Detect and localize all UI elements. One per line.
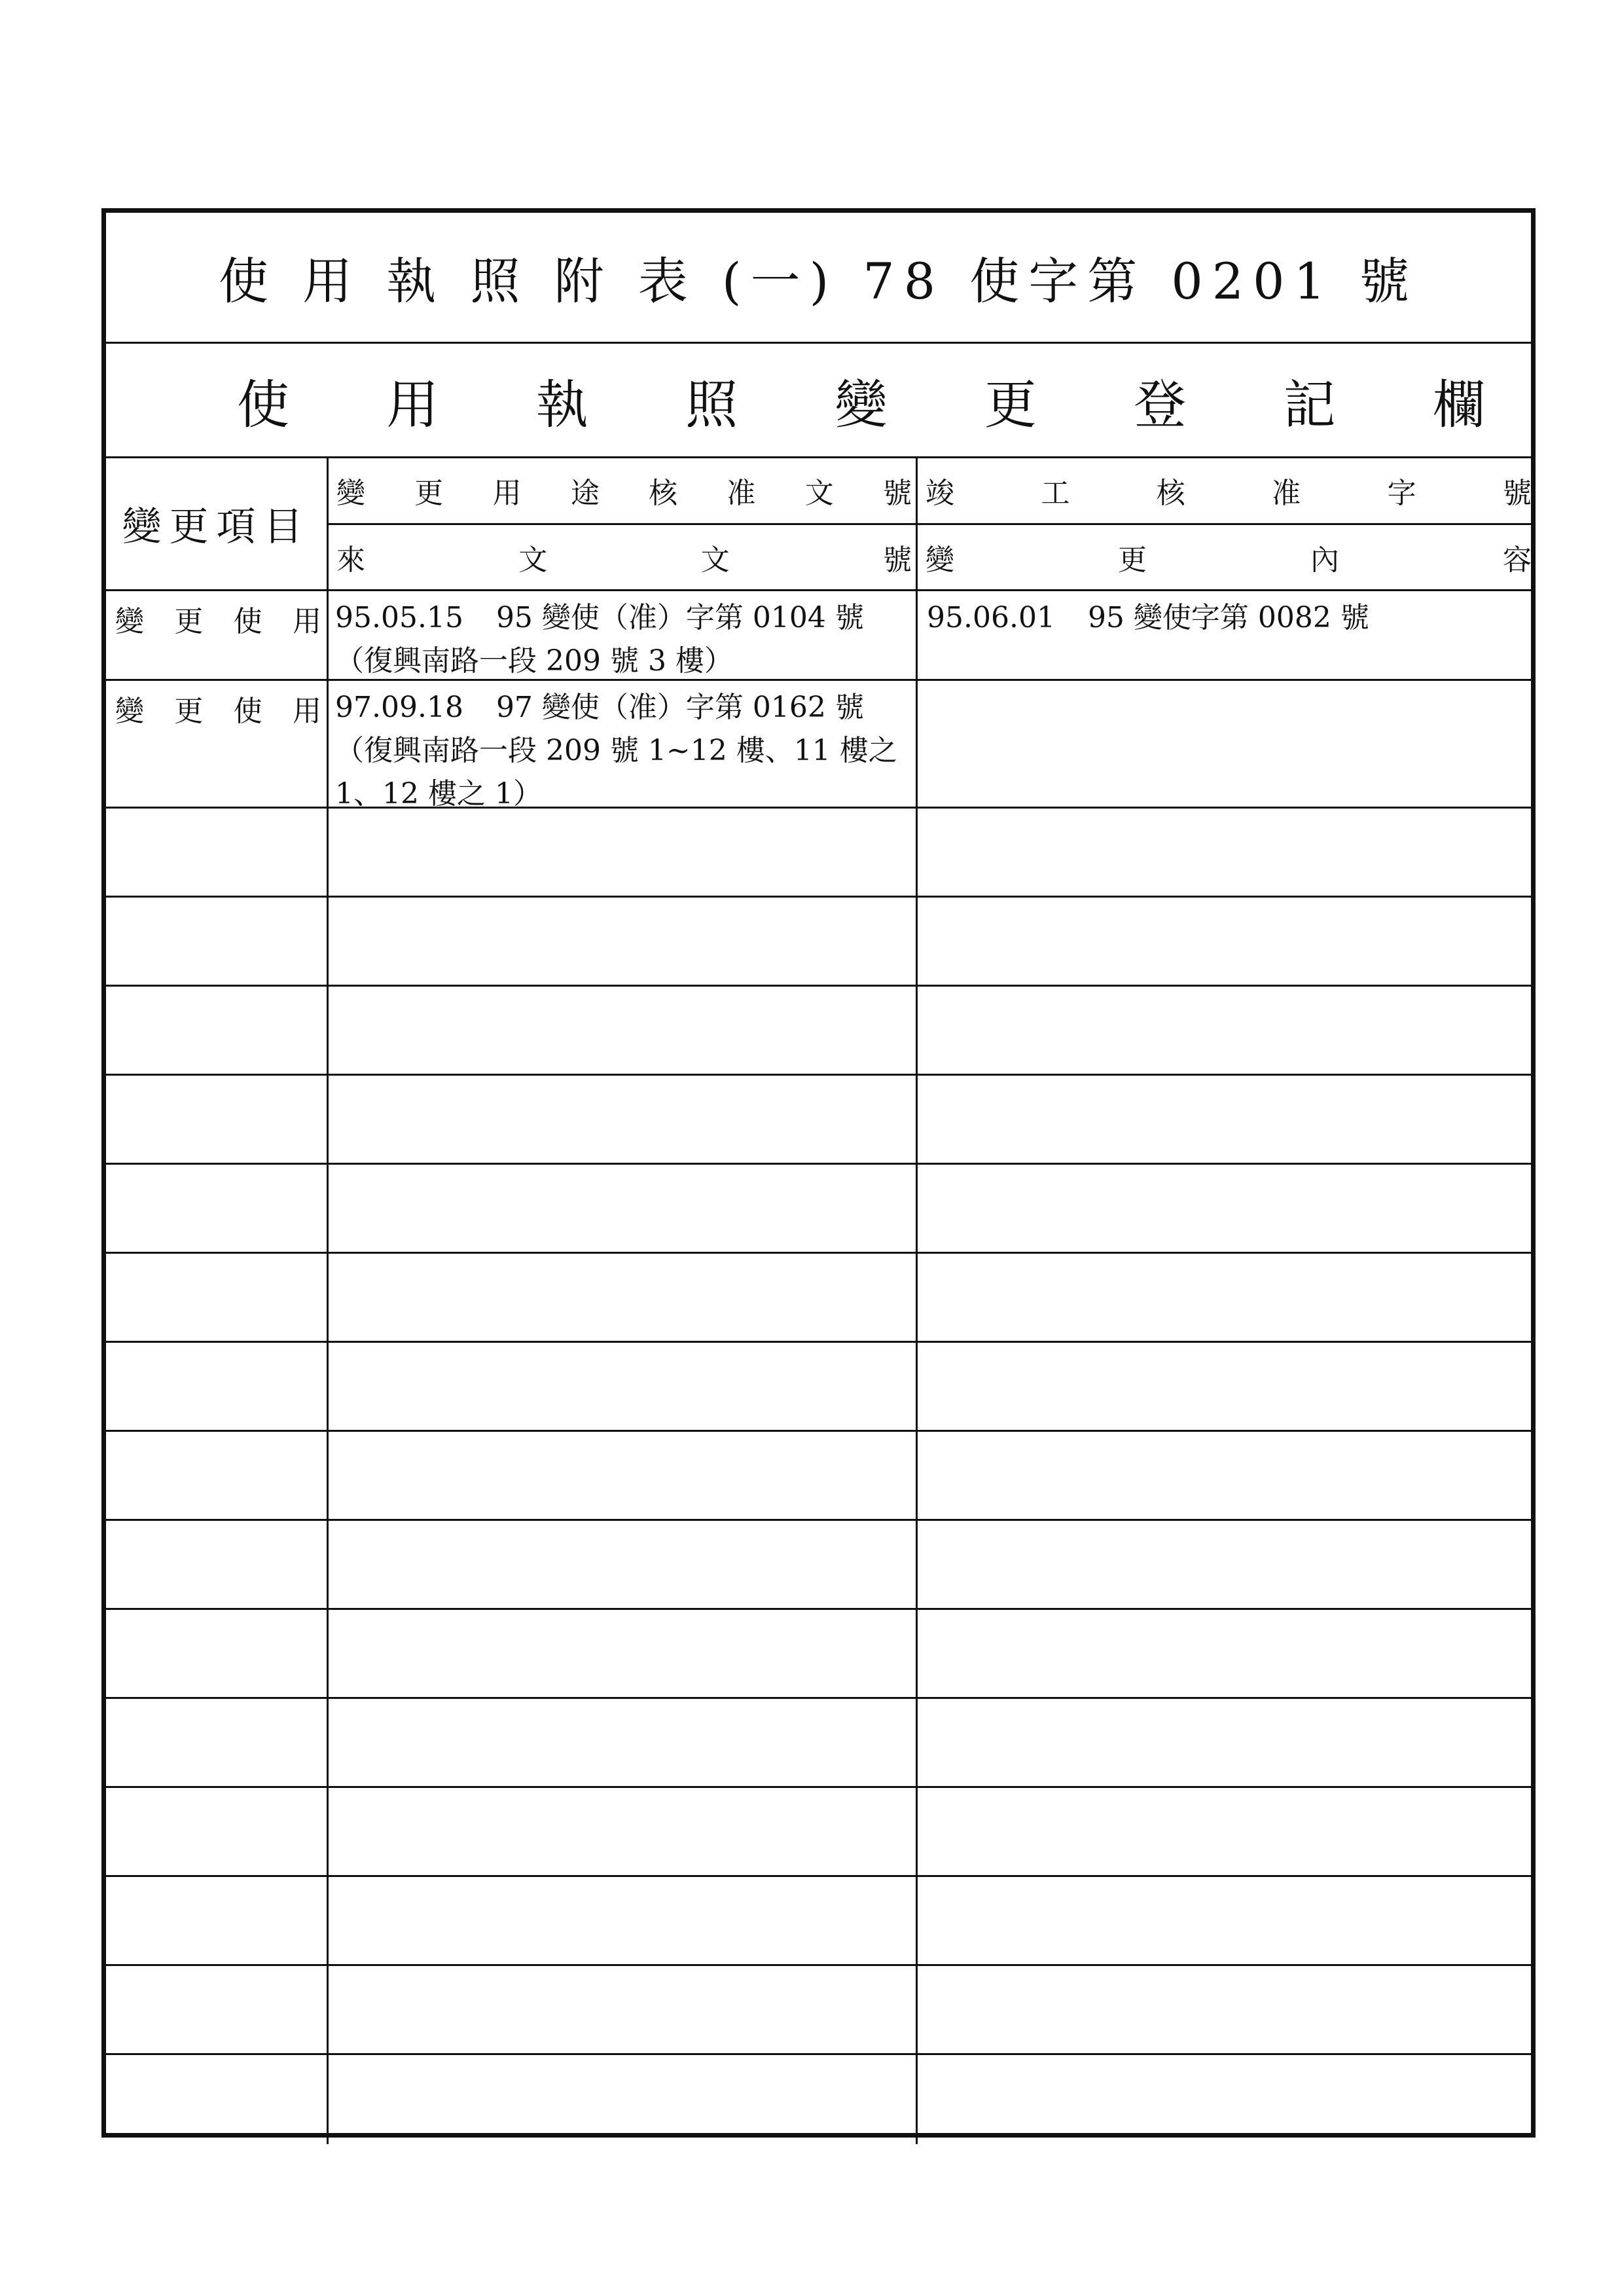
empty-cell [329,1610,918,1697]
empty-cell [329,1788,918,1875]
header-item-label: 變更項目 [122,504,311,550]
header-item-cell [106,458,329,591]
header-mid-top [329,458,916,523]
empty-cell [329,1343,918,1430]
empty-cell [918,1521,1531,1608]
empty-cell [918,2055,1531,2144]
table-row-empty [106,1343,1531,1432]
table-row-empty [106,1254,1531,1343]
subtitle-char: 照 [685,374,738,435]
empty-cell [918,809,1531,896]
empty-cell [918,1966,1531,2053]
empty-cell [918,1076,1531,1163]
entry-note: （復興南路一段 209 號 3 樓） [335,644,733,678]
header-char: 字 [1387,477,1416,511]
license-form [101,208,1536,2138]
empty-cell [329,1966,918,2053]
entry-approval [329,591,918,679]
empty-cell [918,1699,1531,1786]
header-char: 准 [727,477,756,511]
form-title-row [106,213,1531,344]
entry-item-char: 用 [292,695,321,728]
subtitle-char: 使 [237,374,289,435]
empty-cell [106,1254,329,1341]
table-row-empty [106,1788,1531,1877]
empty-cell [106,1165,329,1252]
entry-item-char: 用 [292,605,321,638]
table-row-empty [106,1966,1531,2055]
header-char: 途 [570,477,600,511]
header-right-bottom [918,523,1536,590]
header-char: 內 [1310,543,1339,577]
header-right-top [918,458,1536,523]
form-title: 使 用 執 照 附 表 (一) 78 使字第 0201 號 [218,252,1418,310]
header-char: 文 [700,543,730,577]
entry-item-char: 更 [174,605,204,638]
empty-cell [106,2055,329,2144]
entry-item-char: 使 [233,695,262,728]
empty-cell [918,1610,1531,1697]
empty-cell [106,1432,329,1519]
table-row-empty [106,1076,1531,1165]
empty-cell [918,1343,1531,1430]
entry-approval-line [335,686,909,729]
header-char: 更 [414,477,444,511]
table-row-empty [106,1877,1531,1966]
entry-item-char: 變 [115,605,144,638]
header-char: 文 [804,477,834,511]
table-row-empty [106,987,1531,1076]
entry-date: 97.09.18 [335,691,463,724]
entry-item [106,681,329,807]
empty-cell [106,1076,329,1163]
empty-cell [329,1699,918,1786]
entry-approval-line [335,596,909,640]
header-char: 用 [492,477,522,511]
empty-cell [106,809,329,896]
empty-cell [106,1699,329,1786]
header-mid-cell [329,458,918,591]
table-row-empty [106,1610,1531,1699]
entry-item-char: 使 [233,605,262,638]
empty-cell [329,1254,918,1341]
header-char: 竣 [926,477,954,511]
header-char: 號 [1502,477,1532,511]
entries-table [106,591,1531,2144]
subtitle-char: 登 [1134,374,1187,435]
empty-cell [329,1432,918,1519]
header-char: 容 [1503,543,1532,577]
empty-cell [329,809,918,896]
subtitle-char: 執 [535,374,588,435]
empty-cell [918,1165,1531,1252]
entry-approval [329,681,918,811]
header-char: 核 [649,477,678,511]
entry-note: （復興南路一段 209 號 1~12 樓、11 樓之 1、12 樓之 1） [335,734,897,811]
subtitle-char: 記 [1283,374,1336,435]
empty-cell [106,1343,329,1430]
entry-completion [918,591,1531,679]
empty-cell [918,1432,1531,1519]
empty-cell [106,1966,329,2053]
header-char: 號 [882,543,912,577]
empty-cell [918,1254,1531,1341]
empty-cell [918,1788,1531,1875]
entry-right-date: 95.06.01 [927,601,1055,634]
entry-item-char: 更 [174,695,204,728]
empty-cell [106,1877,329,1964]
empty-cell [106,987,329,1074]
header-char: 文 [518,543,548,577]
entry-right-doc: 95 變使字第 0082 號 [1087,601,1369,634]
table-row-empty [106,1432,1531,1521]
table-row-empty [106,1699,1531,1788]
empty-cell [106,1521,329,1608]
empty-cell [329,898,918,985]
entry-date: 95.05.15 [335,601,463,634]
entry-item-char: 變 [115,695,144,728]
entry-doc-number: 95 變使（准）字第 0104 號 [495,601,864,634]
empty-cell [329,987,918,1074]
header-right-cell [918,458,1536,591]
empty-cell [329,1076,918,1163]
subtitle-char: 欄 [1433,374,1485,435]
form-subtitle-row [106,344,1531,458]
empty-cell [329,2055,918,2144]
empty-cell [106,1788,329,1875]
header-char: 更 [1118,543,1147,577]
empty-cell [329,1165,918,1252]
table-row-empty [106,1165,1531,1254]
empty-cell [106,1610,329,1697]
entry-doc-number: 97 變使（准）字第 0162 號 [495,691,864,724]
empty-cell [918,1877,1531,1964]
table-row [106,591,1531,681]
header-char: 變 [926,543,954,577]
empty-cell [329,1877,918,1964]
empty-cell [106,898,329,985]
subtitle-char: 更 [984,374,1037,435]
table-row-empty [106,1521,1531,1610]
table-row-empty [106,809,1531,898]
header-mid-bottom [329,523,916,590]
entry-completion [918,681,1531,807]
header-char: 號 [882,477,912,511]
header-char: 變 [336,477,365,511]
header-char: 工 [1041,477,1070,511]
subtitle-char: 用 [386,374,439,435]
table-row-empty [106,2055,1531,2144]
table-row-empty [106,898,1531,987]
subtitle-char: 變 [835,374,888,435]
empty-cell [329,1521,918,1608]
empty-cell [918,987,1531,1074]
header-char: 來 [336,543,365,577]
entry-item [106,591,329,679]
header-char: 核 [1156,477,1185,511]
table-row [106,681,1531,809]
empty-cell [918,898,1531,985]
header-char: 准 [1272,477,1301,511]
